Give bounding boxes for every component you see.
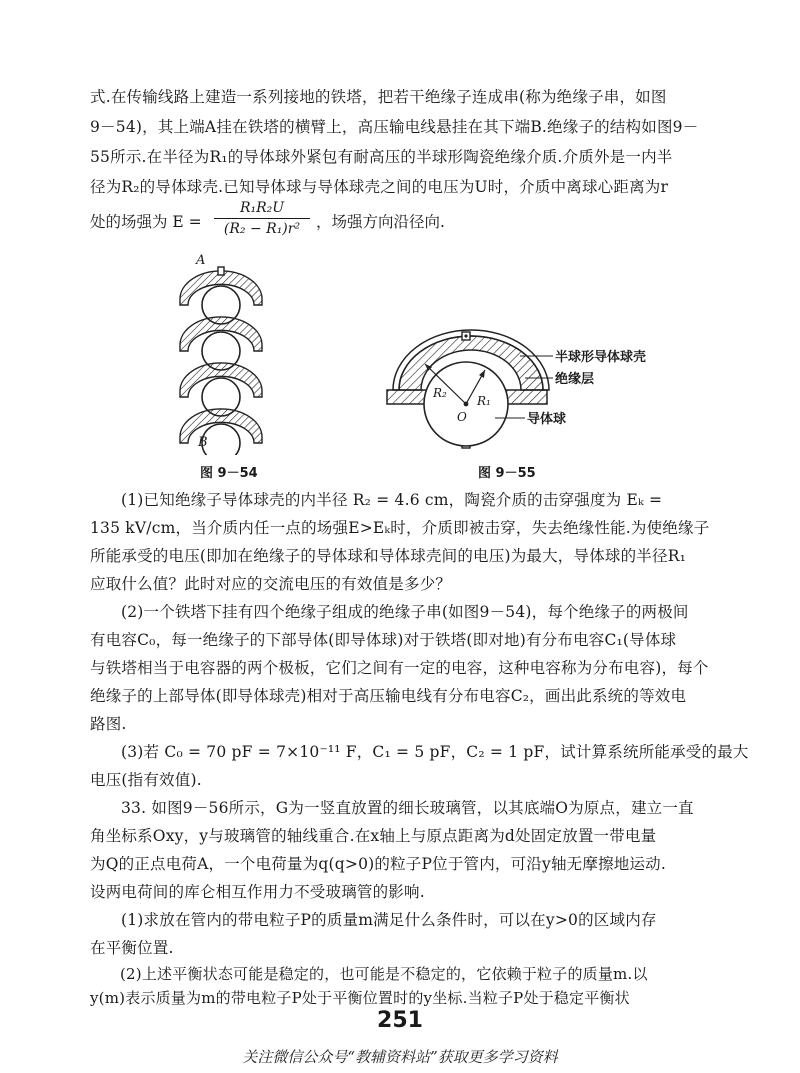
figure-9-54 bbox=[170, 255, 280, 455]
text-line: 电压(指有效值). bbox=[90, 771, 202, 789]
page-number: 251 bbox=[377, 1008, 423, 1033]
figure-9-55-caption: 图 9－55 bbox=[478, 466, 536, 481]
insulator-unit bbox=[180, 409, 262, 455]
question-2 bbox=[90, 598, 720, 738]
formula-suffix: ，场强方向沿径向. bbox=[316, 213, 445, 231]
text-line: 径为R₂的导体球壳.已知导体球与导体球壳之间的电压为U时，介质中离球心距离为r bbox=[90, 178, 669, 196]
text-line: 所能承受的电压(即加在绝缘子的导体球和导体球壳间的电压)为最大，导体球的半径R₁ bbox=[90, 547, 686, 565]
insulator-unit bbox=[180, 317, 262, 370]
text-line: 设两电荷间的库仑相互作用力不受玻璃管的影响. bbox=[90, 883, 425, 901]
formula-line bbox=[90, 198, 720, 242]
footer-text: 关注微信公众号“教辅资料站”获取更多学习资料 bbox=[242, 1048, 558, 1066]
label-sphere: 导体球 bbox=[527, 412, 567, 427]
text-line: (1)已知绝缘子导体球壳的内半径 R₂ = 4.6 cm，陶瓷介质的击穿强度为 Eₖ = bbox=[121, 491, 663, 509]
text-line: 路图. bbox=[90, 715, 127, 733]
text-line: (2)上述平衡状态可能是稳定的，也可能是不稳定的，它依赖于粒子的质量m.以 bbox=[120, 965, 648, 983]
label-b: B bbox=[198, 435, 208, 450]
text-line: 角坐标系Oxy，y与玻璃管的轴线重合.在x轴上与原点距离为d处固定放置一带电量 bbox=[90, 827, 657, 845]
insulator-unit bbox=[180, 267, 262, 324]
text-line: (1)求放在管内的带电粒子P的质量m满足什么条件时，可以在y>0的区域内存 bbox=[121, 911, 657, 929]
text-line: 应取什么值？此时对应的交流电压的有效值是多少？ bbox=[90, 575, 452, 593]
text-line: 55所示.在半径为R₁的导体球外紧包有耐高压的半球形陶瓷绝缘介质.介质外是一内半 bbox=[90, 148, 673, 166]
label-a: A bbox=[196, 253, 206, 268]
problem-33 bbox=[90, 794, 720, 906]
text-line: 有电容C₀，每一绝缘子的下部导体(即导体球)对于铁塔(即对地)有分布电容C₁(导体球 bbox=[90, 631, 677, 649]
problem-33-q1 bbox=[90, 906, 720, 962]
formula-prefix: 处的场强为 E = bbox=[90, 213, 202, 231]
text-line: (2)一个铁塔下挂有四个绝缘子组成的绝缘子串(如图9－54)，每个绝缘子的两极间 bbox=[121, 603, 689, 621]
text-line: 在平衡位置. bbox=[90, 939, 174, 957]
text-line: 33. 如图9－56所示，G为一竖直放置的细长玻璃管，以其底端O为原点，建立一直 bbox=[121, 799, 694, 817]
label-r2: R₂ bbox=[433, 386, 447, 400]
intro-paragraph bbox=[90, 82, 720, 202]
formula-numerator: R₁R₂U bbox=[239, 200, 285, 216]
text-line: 为Q的正点电荷A，一个电荷量为q(q>0)的粒子P位于管内，可沿y轴无摩擦地运动. bbox=[90, 855, 667, 873]
text-line: 绝缘子的上部导体(即导体球壳)相对于高压输电线有分布电容C₂，画出此系统的等效电 bbox=[90, 687, 687, 705]
formula-denominator: (R₂ − R₁)r² bbox=[223, 221, 301, 237]
text-line: 式.在传输线路上建造一系列接地的铁塔，把若干绝缘子连成串(称为绝缘子串，如图 bbox=[90, 88, 667, 106]
text-line: 9－54)，其上端A挂在铁塔的横臂上，高压输电线悬挂在其下端B.绝缘子的结构如图9－ bbox=[90, 118, 699, 136]
problem-33-q2-block bbox=[90, 962, 720, 1010]
text-line: y(m)表示质量为m的带电粒子P处于平衡位置时的y坐标.当粒子P处于稳定平衡状 bbox=[90, 989, 630, 1007]
label-o: O bbox=[457, 410, 467, 424]
figure-9-54-caption: 图 9－54 bbox=[200, 466, 258, 481]
text-line: (3)若 C₀ = 70 pF = 7×10⁻¹¹ F，C₁ = 5 pF，C₂ = 1 pF，试计算系统所能承受的最大 bbox=[121, 743, 749, 761]
text-line: 135 kV/cm，当介质内任一点的场强E>Eₖ时，介质即被击穿，失去绝缘性能.为使绝缘子 bbox=[90, 519, 710, 537]
figure-9-55 bbox=[385, 326, 725, 456]
formula-fraction bbox=[212, 198, 312, 239]
label-shell: 半球形导体球壳 bbox=[555, 350, 647, 365]
question-3 bbox=[90, 738, 749, 794]
question-1 bbox=[90, 486, 720, 598]
label-insulation: 绝缘层 bbox=[555, 372, 595, 387]
insulator-unit bbox=[180, 363, 262, 416]
text-line: 与铁塔相当于电容器的两个极板，它们之间有一定的电容，这种电容称为分布电容)，每个 bbox=[90, 659, 709, 677]
label-r1: R₁ bbox=[477, 394, 491, 408]
